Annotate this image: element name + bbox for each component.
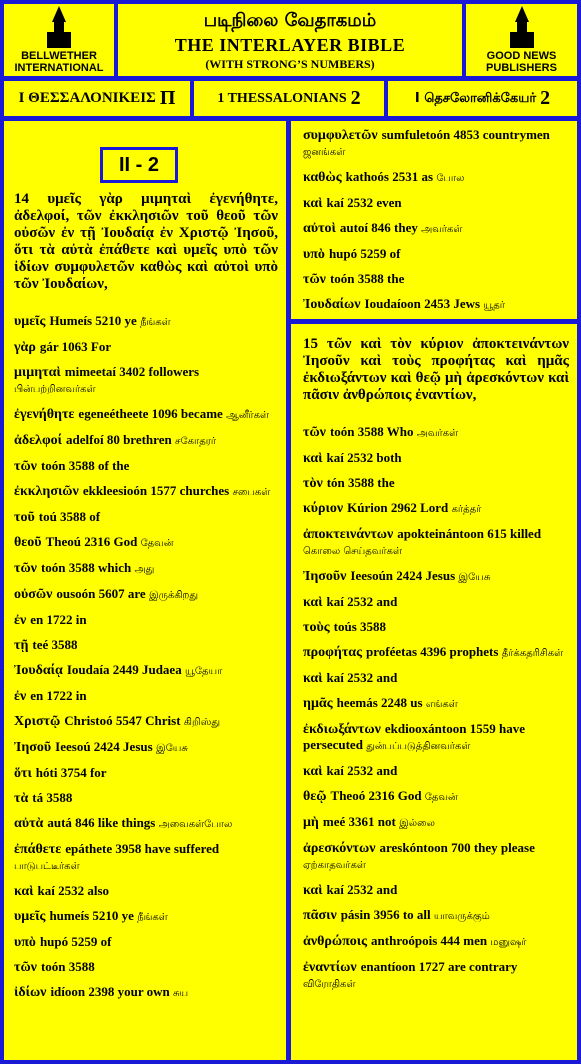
translation: egeneétheete 1096 became (78, 406, 223, 421)
word-entry (14, 560, 278, 577)
greek-book-name: Ι ΘΕΣΣΑΛΟΝΙΚΕΙΣ (18, 90, 156, 106)
word-entry (303, 721, 569, 754)
word-entry (14, 959, 278, 975)
translation: toón 3588 (40, 959, 95, 974)
tamil-word: இயேசு (155, 743, 188, 754)
greek-word: καὶ (303, 595, 323, 610)
tamil-word: சுய (173, 988, 189, 999)
word-entry (14, 688, 278, 704)
tamil-word: யாவருக்கும் (433, 911, 490, 922)
greek-word: ἐκδιωξάντων (303, 722, 381, 737)
greek-word: τῶν (14, 459, 37, 474)
word-entry (303, 619, 569, 635)
translation: hóti 3754 for (35, 765, 107, 780)
greek-word: ἐν (14, 689, 27, 704)
greek-word: ημᾶς (303, 696, 333, 711)
translation: autoí 846 they (339, 220, 418, 235)
tamil-word: கொலை செய்தவர்கள் (303, 546, 402, 557)
translation: Ioudaíoon 2453 Jews (364, 296, 481, 311)
tamil-word: அவைகள்போல (158, 819, 233, 830)
greek-word: Ἰησοῦν (303, 569, 347, 584)
translation: kathoós 2531 as (345, 169, 434, 184)
tamil-word: நீங்கள் (140, 317, 171, 328)
tamil-word: யூதேயா (184, 666, 223, 677)
translation: Theoó 2316 God (330, 788, 422, 803)
greek-word: ἀρεσκόντων (303, 841, 376, 856)
greek-word: Ἰησοῦ (14, 740, 52, 755)
translation: kaí 2532 and (326, 670, 398, 685)
greek-word: καὶ (303, 883, 323, 898)
church-icon (507, 6, 537, 50)
translation: enantíoon 1727 are contrary (360, 959, 518, 974)
tamil-word: தீர்க்கதரிசிகள் (501, 648, 564, 659)
translation: hupó 5259 of (328, 246, 401, 261)
word-entry (14, 790, 278, 806)
word-entry (14, 458, 278, 474)
translation: tón 3588 the (326, 475, 395, 490)
translation: toú 3588 of (38, 509, 101, 524)
tamil-word: பாடுபட்டீர்கள் (14, 861, 80, 872)
word-entry (14, 908, 278, 925)
right-bottom-word-list (303, 424, 569, 992)
greek-word: ἐκκλησιῶν (14, 484, 79, 499)
tamil-word: போல (436, 173, 465, 184)
translation: kaí 2532 and (326, 882, 398, 897)
word-entry (14, 612, 278, 628)
greek-word: ἐγενήθητε (14, 407, 75, 422)
church-icon (44, 6, 74, 50)
greek-word: Χριστῷ (14, 714, 61, 729)
translation: humeís 5210 ye (49, 908, 134, 923)
tamil-word: யூதர் (483, 300, 505, 311)
greek-word: καὶ (303, 671, 323, 686)
word-entry (303, 296, 569, 313)
translation: adelfoí 80 brethren (66, 432, 172, 447)
page-title: THE INTERLAYER BIBLE (174, 35, 406, 55)
greek-word: αὐτοὶ (303, 221, 336, 236)
translation: Humeís 5210 ye (49, 313, 137, 328)
tamil-word: எங்கள் (425, 699, 458, 710)
word-entry (303, 450, 569, 466)
tamil-word: அவர்கள் (421, 224, 463, 235)
bellwether-logo (4, 4, 114, 76)
verse-14-text: 14 υμεῖς γὰρ μιμηταὶ ἐγενήθητε, ἀδελφοί, τῶν ἐκκλησιῶν τοῦ θεοῦ τῶν οὐσῶν ἐν τῇ Ἰουδαίᾳ ἐν Χριστῷ Ἰησοῦ, ὅτι τὰ αὐτὰ ἐπάθετε καὶ υμεῖς υπὸ τῶν ἰδίων συμφυλετῶν καθὼς καὶ αὐτοὶ υπὸ τῶν Ἰουδαίων, (14, 191, 278, 292)
left-word-list (14, 313, 278, 1001)
right-bottom-column (291, 324, 577, 1060)
good-news-logo (466, 4, 577, 76)
translation: en 1722 in (30, 612, 87, 627)
word-entry (14, 739, 278, 756)
translation: anthroópois 444 men (371, 933, 488, 948)
greek-word: ἰδίων (14, 985, 47, 1000)
greek-word: ἐναντίων (303, 960, 357, 975)
title-box (118, 4, 462, 76)
word-entry (14, 713, 278, 730)
word-entry (14, 483, 278, 500)
word-entry (303, 763, 569, 779)
greek-word: πᾶσιν (303, 908, 337, 923)
greek-word: κύριον (303, 501, 344, 516)
tamil-word: ஏற்காதவர்கள் (303, 860, 366, 871)
word-entry (14, 984, 278, 1001)
greek-word: ἐν (14, 613, 27, 628)
word-entry (303, 670, 569, 686)
greek-word: τὰ (14, 791, 29, 806)
greek-word: Ἰουδαίᾳ (14, 663, 63, 678)
greek-word: ὅτι (14, 766, 32, 781)
greek-word: καθὼς (303, 170, 342, 185)
translation: Kúrion 2962 Lord (347, 500, 449, 515)
greek-word: γὰρ (14, 340, 36, 355)
translation: Ieesoún 2424 Jesus (350, 568, 456, 583)
translation: epáthete 3958 have suffered (65, 841, 220, 856)
translation: tá 3588 (32, 790, 73, 805)
translation: proféetas 4396 prophets (366, 644, 499, 659)
tamil-word: கர்த்தர் (451, 504, 482, 515)
tamil-title: படிநிலை வேதாகமம் (203, 10, 377, 31)
word-entry (14, 815, 278, 832)
translation: Ioudaía 2449 Judaea (66, 662, 182, 677)
word-entry (14, 934, 278, 950)
verse-15-text: 15 τῶν καὶ τὸν κύριον ἀποκτεινάντων Ἰησοῦν καὶ τοὺς προφήτας καὶ ημᾶς ἐκδιωξάντων καὶ θεῷ μὴ ἀρεσκόντων καὶ πᾶσιν ἀνθρώποις ἐναντίων, (303, 336, 569, 403)
translation: kaí 2532 and (326, 763, 398, 778)
greek-word: τῶν (14, 561, 37, 576)
tamil-word: அது (134, 564, 155, 575)
word-entry (303, 907, 569, 924)
tamil-book-name: I தெசலோனிக்கேயர் (414, 90, 537, 106)
word-entry (14, 364, 278, 397)
word-entry (14, 841, 278, 874)
greek-word: ἀνθρώποις (303, 934, 368, 949)
tamil-word: இல்லை (399, 818, 435, 829)
translation: ekkleesioón 1577 churches (82, 483, 230, 498)
word-entry (14, 662, 278, 679)
greek-word: αὐτὰ (14, 816, 44, 831)
greek-word: τοὺς (303, 620, 330, 635)
bellwether-logo-text: BELLWETHER INTERNATIONAL (14, 50, 104, 74)
greek-word: καὶ (303, 764, 323, 779)
greek-word: καὶ (303, 196, 323, 211)
word-entry (303, 127, 569, 160)
greek-word: καὶ (303, 451, 323, 466)
greek-word: υπὸ (14, 935, 36, 950)
greek-word: συμφυλετῶν (303, 128, 378, 143)
tamil-word: நீங்கள் (137, 912, 168, 923)
word-entry (303, 246, 569, 262)
english-chapter: 2 (350, 87, 361, 109)
word-entry (14, 637, 278, 653)
word-entry (303, 526, 569, 559)
english-book-header (194, 81, 384, 116)
greek-word: προφήτας (303, 645, 363, 660)
word-entry (303, 220, 569, 237)
translation: toón 3588 of the (40, 458, 130, 473)
word-entry (303, 475, 569, 491)
greek-word: τῶν (303, 425, 326, 440)
left-column (4, 121, 286, 1060)
greek-word: θεῷ (303, 789, 327, 804)
word-entry (14, 586, 278, 603)
translation: heemás 2248 us (336, 695, 423, 710)
tamil-word: பின்பற்றினவர்கள் (14, 384, 96, 395)
translation: hupó 5259 of (39, 934, 112, 949)
translation: kaí 2532 even (326, 195, 402, 210)
greek-word: τῇ (14, 638, 29, 653)
greek-word: οὐσῶν (14, 587, 53, 602)
word-entry (303, 840, 569, 873)
word-entry (303, 882, 569, 898)
translation: ousoón 5607 are (56, 586, 146, 601)
translation: toón 3588 which (40, 560, 132, 575)
greek-word: τοῦ (14, 510, 35, 525)
translation: ekdiooxántoon 1559 have persecuted (303, 721, 525, 752)
translation: toús 3588 (333, 619, 387, 634)
translation: kaí 2532 both (326, 450, 402, 465)
greek-word: μὴ (303, 815, 319, 830)
tamil-word: இருக்கிறது (148, 590, 199, 601)
word-entry (14, 509, 278, 525)
english-book-name: 1 THESSALONIANS (217, 90, 347, 106)
word-entry (303, 594, 569, 610)
word-entry (303, 169, 569, 186)
word-entry (303, 933, 569, 950)
translation: mimeetaí 3402 followers (64, 364, 200, 379)
right-top-column (291, 121, 577, 319)
word-entry (303, 271, 569, 287)
tamil-word: தேவன் (140, 538, 174, 549)
greek-word: μιμηταὶ (14, 365, 61, 380)
translation: idíoon 2398 your own (50, 984, 170, 999)
tamil-word: சபைகள் (232, 487, 271, 498)
translation: apokteinántoon 615 killed (397, 526, 542, 541)
tamil-word: கிறிஸ்து (183, 717, 220, 728)
translation: meé 3361 not (322, 814, 396, 829)
tamil-word: சகோதரர் (174, 436, 217, 447)
greek-word: ἀδελφοί (14, 433, 63, 448)
word-entry (303, 959, 569, 992)
tamil-word: விரோதிகள் (303, 979, 356, 990)
translation: Theoú 2316 God (45, 534, 138, 549)
translation: sumfuletoón 4853 countrymen (381, 127, 550, 142)
tamil-word: தேவன் (424, 792, 458, 803)
good-news-logo-text: GOOD NEWS PUBLISHERS (486, 50, 557, 74)
word-entry (303, 424, 569, 441)
word-entry (14, 765, 278, 781)
translation: kaí 2532 also (37, 883, 110, 898)
tamil-word: ஜனங்கள் (303, 147, 346, 158)
greek-word: τῶν (14, 960, 37, 975)
greek-book-header (4, 81, 190, 116)
right-top-word-list (303, 127, 569, 313)
word-entry (303, 814, 569, 831)
greek-word: υμεῖς (14, 314, 46, 329)
tamil-word: துன்பப்படுத்தினவர்கள் (366, 741, 471, 752)
translation: areskóntoon 700 they please (379, 840, 535, 855)
word-entry (303, 568, 569, 585)
word-entry (14, 313, 278, 330)
greek-word: τῶν (303, 272, 326, 287)
translation: Christoó 5547 Christ (64, 713, 181, 728)
word-entry (14, 534, 278, 551)
tamil-word: ஆனீர்கள் (226, 410, 270, 421)
translation: Ieesoú 2424 Jesus (55, 739, 153, 754)
tamil-word: இயேசு (458, 572, 491, 583)
greek-word: Ἰουδαίων (303, 297, 361, 312)
page-subtitle: (WITH STRONG’S NUMBERS) (205, 57, 375, 71)
word-entry (14, 883, 278, 899)
greek-chapter: Π (159, 87, 176, 109)
tamil-word: மனுஷர் (490, 937, 527, 948)
tamil-chapter: 2 (540, 87, 551, 109)
greek-word: υμεῖς (14, 909, 46, 924)
greek-word: υπὸ (303, 247, 325, 262)
chapter-label: II - 2 (100, 147, 178, 183)
translation: toón 3588 Who (329, 424, 414, 439)
translation: pásin 3956 to all (340, 907, 431, 922)
translation: toón 3588 the (329, 271, 405, 286)
greek-word: θεοῦ (14, 535, 42, 550)
word-entry (303, 195, 569, 211)
greek-word: τὸν (303, 476, 323, 491)
word-entry (14, 406, 278, 423)
tamil-word: அவர்கள் (416, 428, 459, 439)
word-entry (303, 695, 569, 712)
translation: kaí 2532 and (326, 594, 398, 609)
word-entry (303, 644, 569, 661)
word-entry (14, 339, 278, 355)
greek-word: καὶ (14, 884, 34, 899)
word-entry (303, 788, 569, 805)
translation: autá 846 like things (47, 815, 156, 830)
translation: teé 3588 (32, 637, 78, 652)
word-entry (303, 500, 569, 517)
greek-word: ἀποκτεινάντων (303, 527, 394, 542)
tamil-book-header (388, 81, 577, 116)
translation: gár 1063 For (39, 339, 112, 354)
translation: en 1722 in (30, 688, 87, 703)
word-entry (14, 432, 278, 449)
greek-word: ἐπάθετε (14, 842, 62, 857)
